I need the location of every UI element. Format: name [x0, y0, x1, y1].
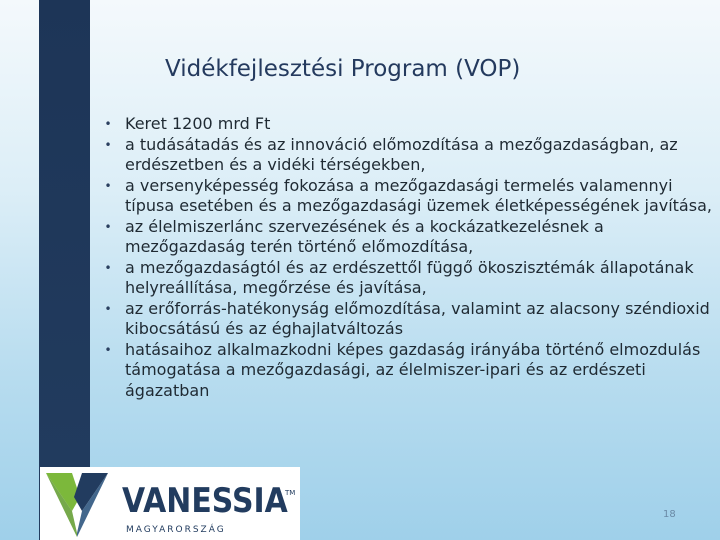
- sidebar-stripe: [39, 0, 90, 540]
- bullet-item: [101, 299, 715, 340]
- bullet-item: [101, 217, 715, 258]
- bullet-item: [101, 340, 715, 402]
- bullet-item: [101, 258, 715, 299]
- slide-title: Vidékfejlesztési Program (VOP): [165, 56, 521, 82]
- bullet-icon: •: [104, 219, 112, 234]
- bullet-text: az erőforrás-hatékonyság előmozdítása, valamint az alacsony széndioxid kibocsátású és az éghajlatváltozás: [125, 298, 710, 338]
- bullet-text: a tudásátadás és az innováció előmozdítása a mezőgazdaságban, az erdészetben és a vidéki térségekben,: [125, 134, 678, 174]
- vanessia-logo: [40, 467, 300, 540]
- page-number: 18: [663, 509, 676, 520]
- bullet-icon: •: [104, 260, 112, 275]
- bullet-icon: •: [104, 137, 112, 152]
- bullet-item: [101, 135, 715, 176]
- logo-wordmark: VANESSIA: [122, 481, 288, 521]
- bullet-text: a versenyképesség fokozása a mezőgazdasági termelés valamennyi típusa esetében és a mezőgazdasági üzemek életképességének javítása,: [125, 175, 712, 215]
- bullet-text: a mezőgazdaságtól és az erdészettől függő ökoszisztémák állapotának helyreállítása, megőrzése és javítása,: [125, 257, 694, 297]
- logo-mark-icon: [42, 467, 112, 540]
- bullet-list: [101, 114, 715, 401]
- bullet-text: az élelmiszerlánc szervezésének és a kockázatkezelésnek a mezőgazdaság terén történő előmozdítása,: [125, 216, 604, 256]
- bullet-icon: •: [104, 342, 112, 357]
- bullet-icon: •: [104, 178, 112, 193]
- logo-trademark: TM: [285, 489, 296, 497]
- bullet-icon: •: [104, 301, 112, 316]
- logo-subtitle: MAGYARORSZÁG: [126, 525, 226, 535]
- bullet-item: [101, 176, 715, 217]
- bullet-text: hatásaihoz alkalmazkodni képes gazdaság irányába történő elmozdulás támogatása a mezőgazdasági, az élelmiszer-ipari és az erdészeti ágazatban: [125, 339, 701, 400]
- bullet-item: [101, 114, 715, 135]
- bullet-text: Keret 1200 mrd Ft: [125, 114, 271, 133]
- bullet-icon: •: [104, 117, 112, 131]
